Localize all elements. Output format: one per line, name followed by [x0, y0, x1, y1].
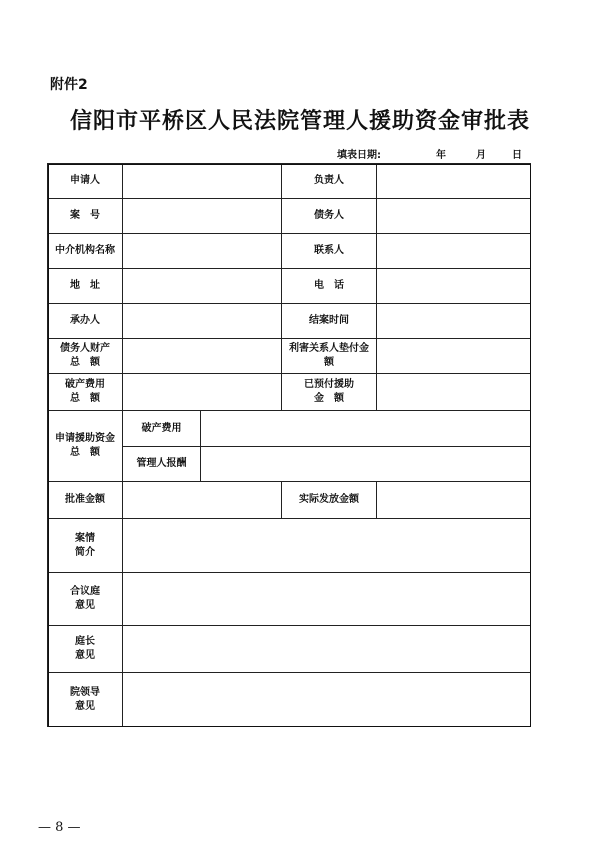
attachment-label: 附件2 [50, 77, 88, 93]
approved-amount-label: 批准金额 [47, 481, 123, 519]
court-leader-opinion-field[interactable] [122, 672, 531, 727]
panel-opinion-field[interactable] [122, 572, 531, 626]
bankruptcy-cost-total-label: 破产费用 总 额 [47, 373, 123, 411]
debtor-assets-field[interactable] [122, 338, 282, 374]
page-title: 信阳市平桥区人民法院管理人援助资金审批表 [69, 108, 530, 134]
case-number-field[interactable] [122, 198, 282, 234]
interested-party-advance-label: 利害关系人垫付金 额 [281, 338, 377, 374]
phone-label: 电 话 [281, 268, 377, 304]
division-head-opinion-label: 庭长 意见 [47, 625, 123, 673]
approval-form [48, 164, 531, 727]
bankruptcy-cost-total-field[interactable] [122, 373, 282, 411]
closing-time-label: 结案时间 [281, 303, 377, 339]
handler-field[interactable] [122, 303, 282, 339]
responsible-person-label: 负责人 [281, 163, 377, 199]
debtor-assets-label: 债务人财产 总 额 [47, 338, 123, 374]
intermediary-name-field[interactable] [122, 233, 282, 269]
court-leader-opinion-label: 院领导 意见 [47, 672, 123, 727]
manager-fee-label: 管理人报酬 [122, 446, 201, 482]
fill-date-day: 日 [512, 150, 522, 161]
address-label: 地 址 [47, 268, 123, 304]
bankruptcy-cost-field[interactable] [200, 410, 531, 447]
applicant-label: 申请人 [47, 163, 123, 199]
actual-amount-field[interactable] [376, 481, 531, 519]
actual-amount-label: 实际发放金额 [281, 481, 377, 519]
intermediary-name-label: 中介机构名称 [47, 233, 123, 269]
responsible-person-field[interactable] [376, 163, 531, 199]
manager-fee-field[interactable] [200, 446, 531, 482]
handler-label: 承办人 [47, 303, 123, 339]
applied-aid-total-label: 申请援助资金 总 额 [47, 410, 123, 482]
phone-field[interactable] [376, 268, 531, 304]
fill-date-month: 月 [476, 150, 486, 161]
case-number-label: 案 号 [47, 198, 123, 234]
contact-field[interactable] [376, 233, 531, 269]
prepaid-aid-label: 已预付援助 金 额 [281, 373, 377, 411]
applicant-field[interactable] [122, 163, 282, 199]
closing-time-field[interactable] [376, 303, 531, 339]
case-summary-label: 案情 简介 [47, 518, 123, 573]
prepaid-aid-field[interactable] [376, 373, 531, 411]
fill-date-year: 年 [436, 150, 446, 161]
debtor-field[interactable] [376, 198, 531, 234]
panel-opinion-label: 合议庭 意见 [47, 572, 123, 626]
contact-label: 联系人 [281, 233, 377, 269]
address-field[interactable] [122, 268, 282, 304]
division-head-opinion-field[interactable] [122, 625, 531, 673]
bankruptcy-cost-label: 破产费用 [122, 410, 201, 447]
debtor-label: 债务人 [281, 198, 377, 234]
case-summary-field[interactable] [122, 518, 531, 573]
interested-party-advance-field[interactable] [376, 338, 531, 374]
fill-date-label: 填表日期: [337, 150, 381, 161]
page-number: — 8 — [38, 820, 81, 835]
approved-amount-field[interactable] [122, 481, 282, 519]
